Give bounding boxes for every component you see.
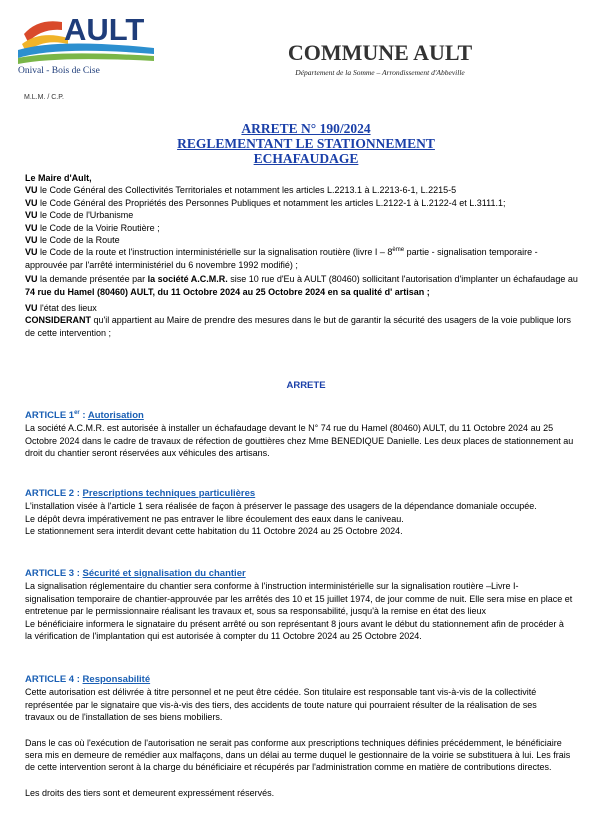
vu-line-cont: 74 rue du Hamel (80460) AULT, du 11 Octobre 2024 au 25 Octobre 2024 en sa qualité d' artisan ; [25, 286, 430, 297]
vu-line: VU le Code Général des Collectivités Territoriales et notamment les articles L.2213.1 à L.2213-6-1, L.2215-5 [25, 185, 457, 196]
vu-line: VU le Code de la Voirie Routière ; [25, 222, 160, 233]
considerant-line-cont: de cette intervention ; [25, 327, 112, 338]
commune-title: COMMUNE AULT [287, 40, 473, 65]
article-text: droit du chantier seront réservées aux véhicules des artisans. [25, 448, 270, 459]
article-2-heading: ARTICLE 2 : Prescriptions techniques particulières [25, 488, 256, 499]
article-text: Le stationnement sera interdit devant cette habitation du 11 Octobre 2024 au 25 Octobre 2024. [25, 526, 403, 537]
article-text: La société A.C.M.R. est autorisée à installer un échafaudage devant le N° 74 rue du Hamel (80460) AULT, du 11 Octobre 2024 au 25 [25, 423, 554, 434]
article-2 [25, 488, 591, 538]
arrete-title [100, 121, 512, 166]
ault-logo [18, 8, 154, 90]
article-text: Octobre 2024 dans le cadre de travaux de réfection de gouttières chez Mme BENEDIQUE Danielle. Les deux places de stationnement au [25, 435, 574, 446]
vu-line-cont: approuvée par l'arrêté interministériel du 6 novembre 1992 modifié) ; [25, 259, 298, 270]
arrete-heading: ARRETE [286, 380, 326, 391]
arrete-subject-2: ECHAFAUDAGE [253, 151, 359, 166]
article-3-heading: ARTICLE 3 : Sécurité et signalisation du chantier [25, 568, 246, 579]
article-4-heading: ARTICLE 4 : Responsabilité [25, 674, 151, 685]
vu-line: VU le Code Général des Propriétés des Personnes Publiques et notamment les articles L.2122-1 à L.2122-4 et L.3111.1; [25, 197, 506, 208]
article-text: entretenue par le permissionnaire réalisant les travaux et, sous sa responsabilité, jusqu'à la remise en état des lieux [25, 606, 486, 617]
vu-line: VU l'état des lieux [25, 303, 97, 314]
article-text: Les droits des tiers sont et demeurent expressément réservés. [25, 787, 275, 798]
article-text: de cette intervention seront à la charge du bénéficiaire et récupérés par l'administration comme en matière de contributions directes. [25, 762, 552, 773]
vu-line: VU le Code de la route et l'instruction interministérielle sur la signalisation routière (livre I – 8ème partie - signalisation temporaire - [25, 247, 538, 258]
article-text: travaux ou de l'installation de ses biens mobiliers. [25, 712, 223, 723]
article-text: représentée par le signataire que vis-à-vis des tiers, des accidents de toute nature qui pourraient résulter de la réalisation de ses [25, 699, 537, 710]
arrete-number: ARRETE N° 190/2024 [241, 121, 371, 136]
article-text: L'installation visée à l'article 1 sera réalisée de façon à préserver le passage des usagers de la dépendance domaniale occupée. [25, 501, 537, 512]
article-4 [25, 674, 591, 799]
article-text: sera mis en demeure de remédier aux malfaçons, dans un délai au terme duquel le gestionnaire de la voirie se substituera à lui. Les frais [25, 750, 571, 761]
vu-line: VU la demande présentée par la société A.C.M.R. sise 10 rue d'Eu à AULT (80460) sollicitant l'autorisation d'implanter un échafaudage au [25, 274, 578, 285]
logo-word: AULT [64, 12, 145, 47]
article-text: Dans le cas où l'exécution de l'autorisation ne serait pas conforme aux prescriptions techniques définies précédemment, le bénéficiaire [25, 737, 562, 748]
department-line: Département de la Somme – Arrondissement d'Abbeville [295, 68, 465, 77]
article-text: La signalisation réglementaire du chantier sera conforme à l'instruction interministérielle sur la signalisation routière –Livre I- [25, 581, 519, 592]
article-text: Le dépôt devra impérativement ne pas entraver le libre écoulement des eaux dans le caniveau. [25, 513, 404, 524]
considerant-line: CONSIDERANT qu'il appartient au Maire de prendre des mesures dans le but de garantir la sécurité des usagers de la voie publique lors [25, 315, 572, 326]
vu-line: VU le Code de l'Urbanisme [25, 210, 134, 221]
arrete-subject-1: REGLEMENTANT LE STATIONNEMENT [177, 136, 435, 151]
article-text: signalisation temporaire de chantier-approuvée par les arrêtés des 10 et 15 juillet 1974, de jour comme de nuit. Elle sera mise en place et [25, 593, 573, 604]
article-3 [25, 568, 591, 642]
article-1 [25, 410, 591, 460]
preamble [25, 172, 591, 339]
article-text: Le bénéficiaire informera le signataire du présent arrêté ou son représentant 8 jours avant le début du stationnement afin de procéder à [25, 618, 564, 629]
logo-subtitle: Onival - Bois de Cise [18, 66, 100, 76]
vu-line: VU le Code de la Route [25, 235, 120, 246]
article-text: Cette autorisation est délivrée à titre personnel et ne peut être cédée. Son titulaire est responsable tant vis-à-vis de la collectivité [25, 687, 537, 698]
maire-line: Le Maire d'Ault, [25, 173, 92, 183]
reference-initials: M.L.M. / C.P. [24, 94, 64, 101]
article-1-heading: ARTICLE 1er : Autorisation [25, 409, 144, 421]
article-text: la vérification de l'implantation qui est autorisée à compter du 11 Octobre 2024 au 25 Octobre 2024. [25, 631, 422, 642]
